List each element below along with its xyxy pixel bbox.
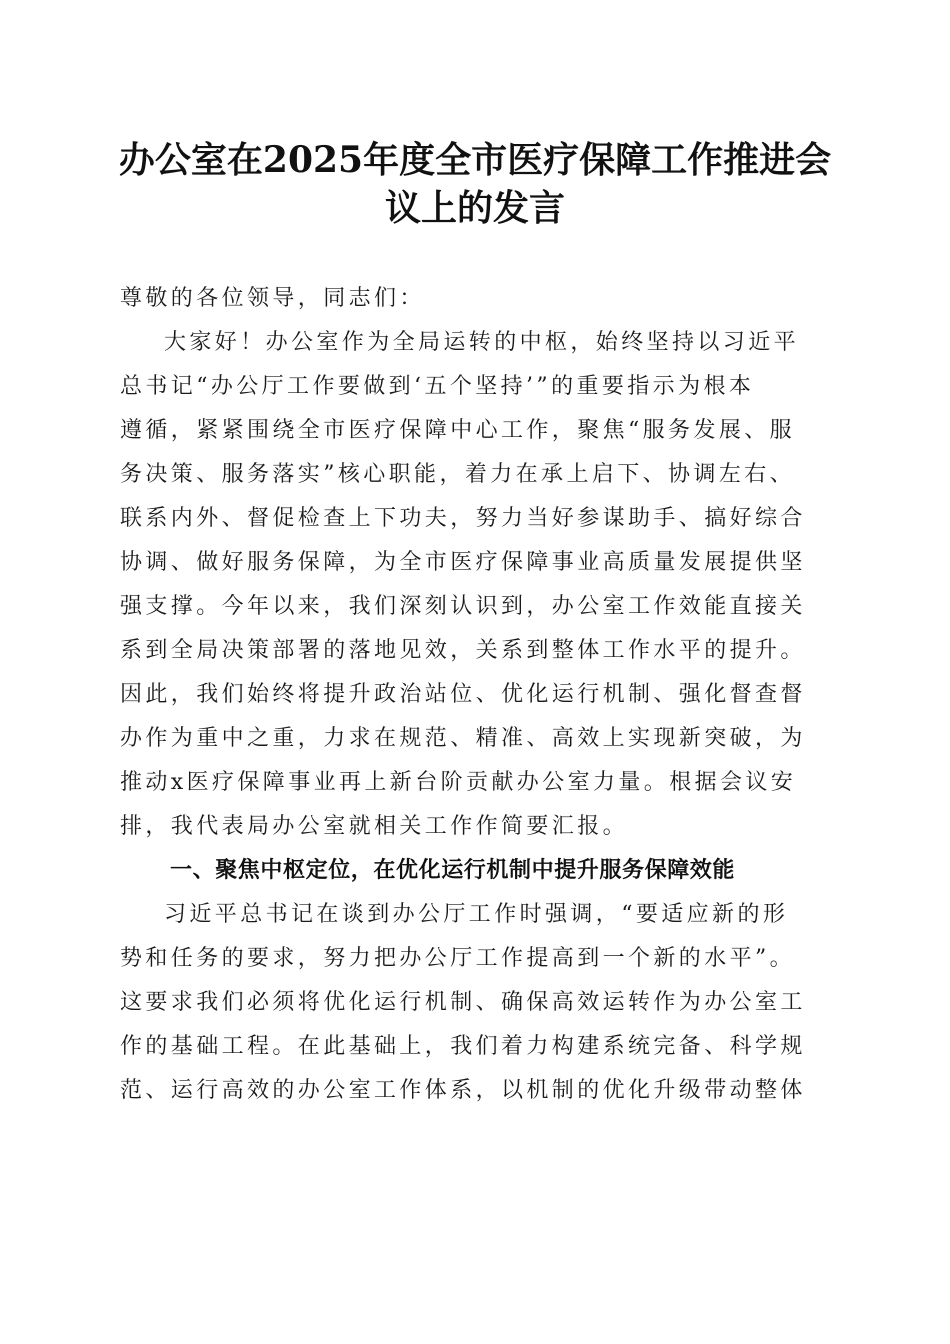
title-line-1: 办公室在2025年度全市医疗保障工作推进会: [118, 139, 832, 181]
paragraph-2-line: 这要求我们必须将优化运行机制、确保高效运转作为办公室工: [120, 990, 806, 1015]
paragraph-1-line: 总书记“办公厅工作要做到‘五个坚持’”的重要指示为根本: [120, 374, 755, 399]
paragraph-1-line: 联系内外、督促检查上下功夫，努力当好参谋助手、搞好综合: [120, 506, 806, 531]
document-title: [110, 136, 840, 232]
paragraph-1-line: 协调、做好服务保障，为全市医疗保障事业高质量发展提供坚: [120, 550, 806, 575]
section-heading-1: 一、聚焦中枢定位，在优化运行机制中提升服务保障效能: [170, 858, 736, 883]
paragraph-1-line: 强支撑。今年以来，我们深刻认识到，办公室工作效能直接关: [120, 594, 806, 619]
paragraph-1-line: 推动x医疗保障事业再上新台阶贡献办公室力量。根据会议安: [120, 770, 797, 795]
paragraph-1-line: 系到全局决策部署的落地见效，关系到整体工作水平的提升。: [120, 638, 806, 663]
paragraph-1-line: 办作为重中之重，力求在规范、精准、高效上实现新突破，为: [120, 726, 806, 751]
paragraph-1-line: 因此，我们始终将提升政治站位、优化运行机制、强化督查督: [120, 682, 806, 707]
paragraph-2-line: 习近平总书记在谈到办公厅工作时强调，“要适应新的形: [164, 902, 789, 927]
paragraph-1-line: 遵循，紧紧围绕全市医疗保障中心工作，聚焦“服务发展、服: [120, 418, 796, 443]
paragraph-2-line: 势和任务的要求，努力把办公厅工作提高到一个新的水平”。: [120, 946, 796, 971]
paragraph-1-line: 排，我代表局办公室就相关工作作简要汇报。: [120, 814, 629, 839]
salutation: 尊敬的各位领导，同志们：: [120, 286, 425, 311]
paragraph-1-line: 大家好！办公室作为全局运转的中枢，始终坚持以习近平: [164, 330, 800, 355]
paragraph-1-line: 务决策、服务落实”核心职能，着力在承上启下、协调左右、: [120, 462, 796, 487]
title-line-2: 议上的发言: [384, 187, 565, 229]
paragraph-2-line: 作的基础工程。在此基础上，我们着力构建系统完备、科学规: [120, 1034, 806, 1059]
paragraph-2-line: 范、运行高效的办公室工作体系，以机制的优化升级带动整体: [120, 1078, 806, 1103]
